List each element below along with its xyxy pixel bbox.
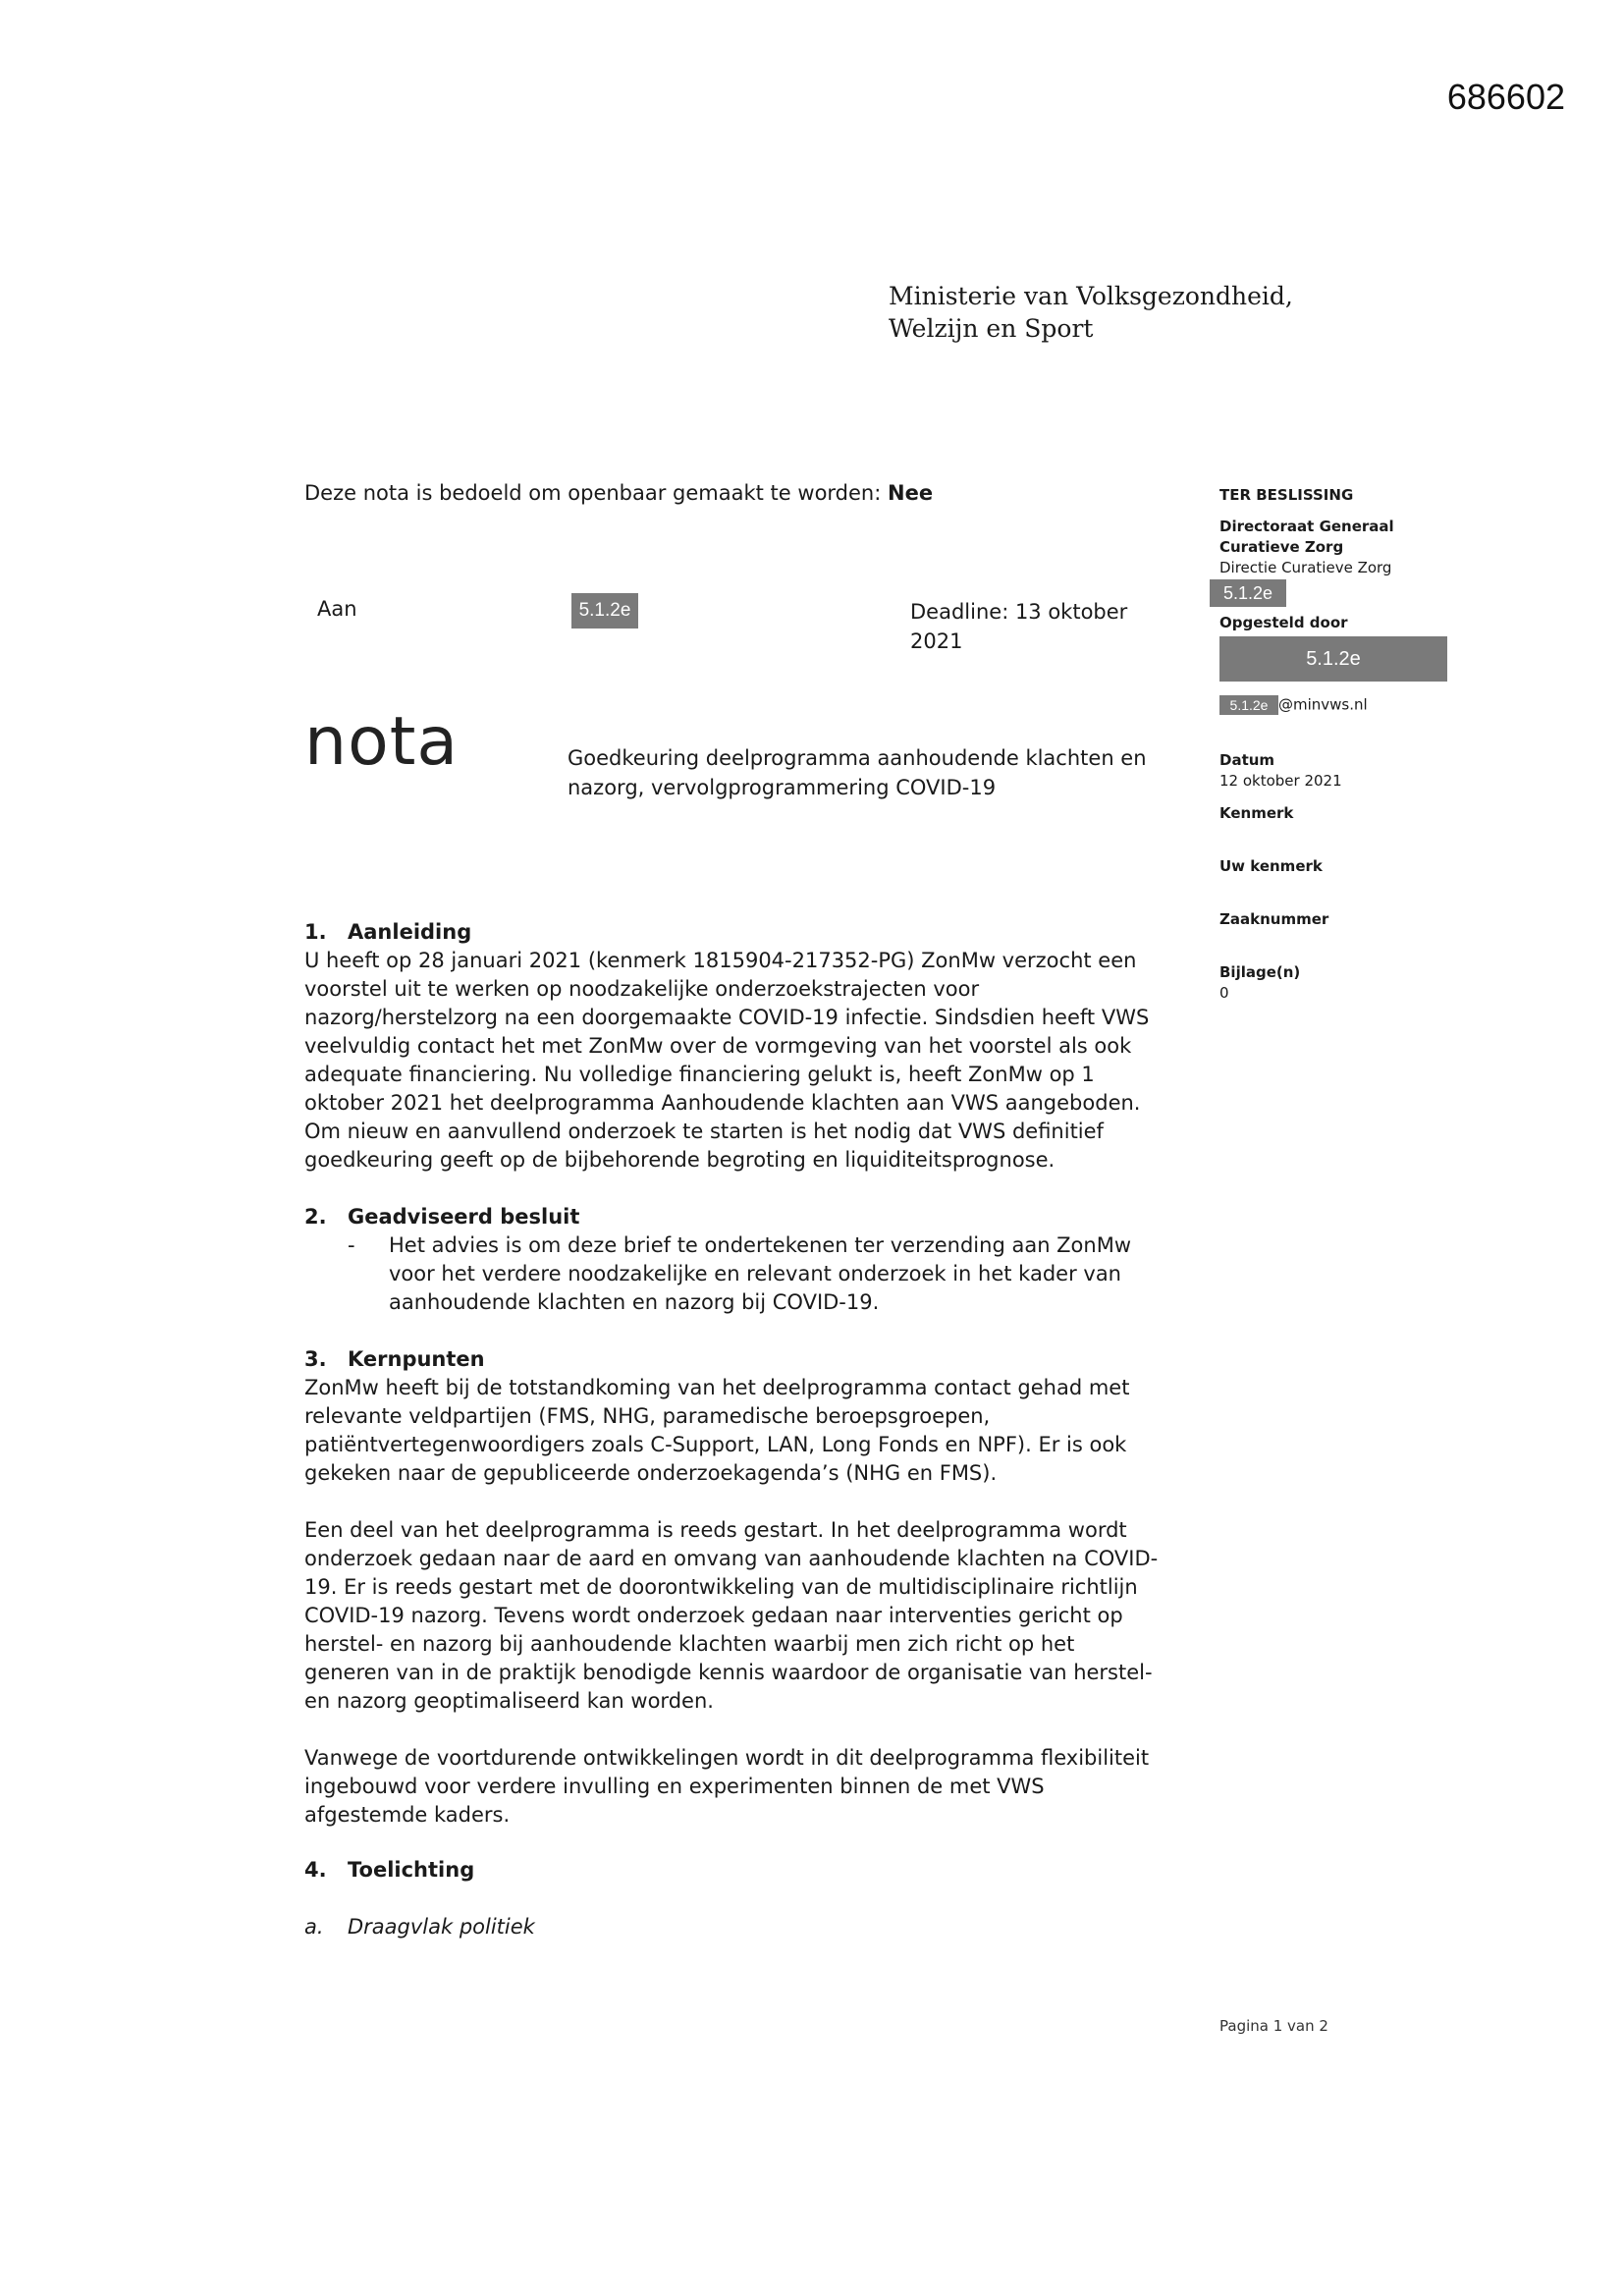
zaaknummer-label-text: Zaaknummer [1219, 910, 1329, 928]
nota-title: nota [304, 703, 460, 781]
text-line: Vanwege de voortdurende ontwikkelingen wordt in dit deelprogramma flexibiliteit [304, 1746, 1150, 1770]
text-line: afgestemde kaders. [304, 1803, 511, 1827]
text-line: en nazorg geoptimaliseerd kan worden. [304, 1689, 714, 1713]
bullet-text [389, 1231, 1193, 1317]
ministry-line-2: Welzijn en Sport [889, 314, 1094, 343]
section-number: 1. [304, 920, 327, 944]
directie-redacted-box: 5.1.2e [1210, 579, 1286, 607]
sidebar-ter-beslissing [1219, 485, 1455, 506]
text-line: COVID-19 nazorg. Tevens wordt onderzoek gedaan naar interventies gericht op [304, 1604, 1123, 1627]
subsection-title: Draagvlak politiek [348, 1915, 535, 1939]
section-heading [304, 1345, 1193, 1374]
ministry-logo-text [889, 280, 1293, 345]
openbaar-value: Nee [888, 481, 934, 505]
opgesteld-label-text: Opgesteld door [1219, 614, 1348, 631]
subject [568, 743, 1186, 802]
section-kernpunten [304, 1345, 1193, 1830]
subsection-draagvlak [304, 1913, 1193, 1941]
ministry-line-1: Ministerie van Volksgezondheid, [889, 282, 1293, 310]
text-line: voor het verdere noodzakelijke en relevant onderzoek in het kader van [389, 1262, 1121, 1285]
deadline-line-2: 2021 [910, 629, 963, 653]
bullet-dash: - [348, 1233, 355, 1257]
section-heading [304, 1203, 1193, 1231]
section-geadviseerd-besluit [304, 1203, 1193, 1317]
text-line: ingebouwd voor verdere invulling en experimenten binnen de met VWS [304, 1775, 1045, 1798]
text-line: herstel- en nazorg bij aanhoudende klachten waarbij men zich richt op het [304, 1632, 1075, 1656]
dg-line-1: Directoraat Generaal [1219, 518, 1394, 535]
email-redacted-box: 5.1.2e [1219, 695, 1278, 715]
kenmerk-label-text: Kenmerk [1219, 804, 1294, 822]
section-number: 2. [304, 1205, 327, 1229]
sidebar-organisation [1219, 517, 1455, 578]
text-line: voorstel uit te werken op noodzakelijke onderzoekstrajecten voor [304, 977, 980, 1001]
section-paragraph [304, 1516, 1193, 1716]
text-line: 19. Er is reeds gestart met de doorontwikkeling van de multidisciplinaire richtlijn [304, 1575, 1138, 1599]
text-line: relevante veldpartijen (FMS, NHG, paramedische beroepsgroepen, [304, 1404, 991, 1428]
text-line: nazorg/herstelzorg na een doorgemaakte COVID-19 infectie. Sindsdien heeft VWS [304, 1006, 1150, 1029]
text-line: generen van in de praktijk benodigde kennis waardoor de organisatie van herstel- [304, 1661, 1153, 1684]
email-line [1219, 695, 1368, 715]
opgesteld-label [1219, 613, 1455, 633]
text-line: ZonMw heeft bij de totstandkoming van het deelprogramma contact gehad met [304, 1376, 1130, 1399]
opgesteld-redacted-box: 5.1.2e [1219, 636, 1447, 682]
deadline [910, 597, 1165, 656]
section-heading [304, 1856, 1193, 1885]
text-line: onderzoek gedaan naar de aard en omvang van aanhoudende klachten na COVID- [304, 1547, 1159, 1570]
bullet-item [304, 1231, 1193, 1317]
section-title: Kernpunten [348, 1347, 485, 1371]
zaaknummer-label [1219, 909, 1455, 930]
directie-line: Directie Curatieve Zorg [1219, 559, 1392, 576]
section-paragraph [304, 1744, 1193, 1830]
openbaar-text: Deze nota is bedoeld om openbaar gemaakt te worden: [304, 481, 888, 505]
section-paragraph [304, 947, 1193, 1175]
text-line: U heeft op 28 januari 2021 (kenmerk 1815904-217352-PG) ZonMw verzocht een [304, 949, 1137, 972]
text-line: Om nieuw en aanvullend onderzoek te starten is het nodig dat VWS definitief [304, 1120, 1104, 1143]
section-title: Aanleiding [348, 920, 472, 944]
section-title: Toelichting [348, 1858, 475, 1882]
text-line: veelvuldig contact het met ZonMw over de vormgeving van het voorstel als ook [304, 1034, 1132, 1058]
datum-block [1219, 750, 1455, 792]
uw-kenmerk-label-text: Uw kenmerk [1219, 857, 1323, 875]
bijlage-label: Bijlage(n) [1219, 963, 1301, 981]
aan-redacted-box: 5.1.2e [571, 593, 638, 629]
section-number: 3. [304, 1347, 327, 1371]
text-line: Een deel van het deelprogramma is reeds gestart. In het deelprogramma wordt [304, 1518, 1127, 1542]
section-number: 4. [304, 1858, 327, 1882]
deadline-line-1: Deadline: 13 oktober [910, 600, 1128, 624]
kenmerk-label [1219, 803, 1455, 824]
uw-kenmerk-label [1219, 856, 1455, 877]
datum-value: 12 oktober 2021 [1219, 772, 1342, 790]
dg-line-2: Curatieve Zorg [1219, 538, 1344, 556]
text-line: Het advies is om deze brief te ondertekenen ter verzending aan ZonMw [389, 1233, 1132, 1257]
page-number: Pagina 1 van 2 [1219, 2017, 1328, 2035]
section-heading [304, 918, 1193, 947]
section-toelichting [304, 1856, 1193, 1885]
bijlage-block [1219, 962, 1455, 1004]
text-line: aanhoudende klachten en nazorg bij COVID-19. [389, 1290, 880, 1314]
text-line: oktober 2021 het deelprogramma Aanhoudende klachten aan VWS aangeboden. [304, 1091, 1141, 1115]
section-aanleiding [304, 918, 1193, 1175]
bijlage-value: 0 [1219, 984, 1229, 1002]
datum-label: Datum [1219, 751, 1275, 769]
subsection-letter: a. [304, 1915, 324, 1939]
section-paragraph [304, 1374, 1193, 1488]
subject-line-1: Goedkeuring deelprogramma aanhoudende klachten en [568, 746, 1147, 770]
text-line: patiëntvertegenwoordigers zoals C-Support, LAN, Long Fonds en NPF). Er is ook [304, 1433, 1127, 1456]
text-line: goedkeuring geeft op de bijbehorende begroting en liquiditeitsprognose. [304, 1148, 1056, 1172]
openbaar-statement [304, 481, 933, 505]
document-number: 686602 [1446, 77, 1565, 117]
section-title: Geadviseerd besluit [348, 1205, 580, 1229]
text-line: gekeken naar de gepubliceerde onderzoekagenda’s (NHG en FMS). [304, 1461, 998, 1485]
ter-beslissing-label: TER BESLISSING [1219, 486, 1354, 504]
email-domain: @minvws.nl [1278, 695, 1368, 714]
text-line: adequate financiering. Nu volledige financiering gelukt is, heeft ZonMw op 1 [304, 1063, 1095, 1086]
aan-label: Aan [317, 597, 357, 621]
subject-line-2: nazorg, vervolgprogrammering COVID-19 [568, 776, 997, 799]
